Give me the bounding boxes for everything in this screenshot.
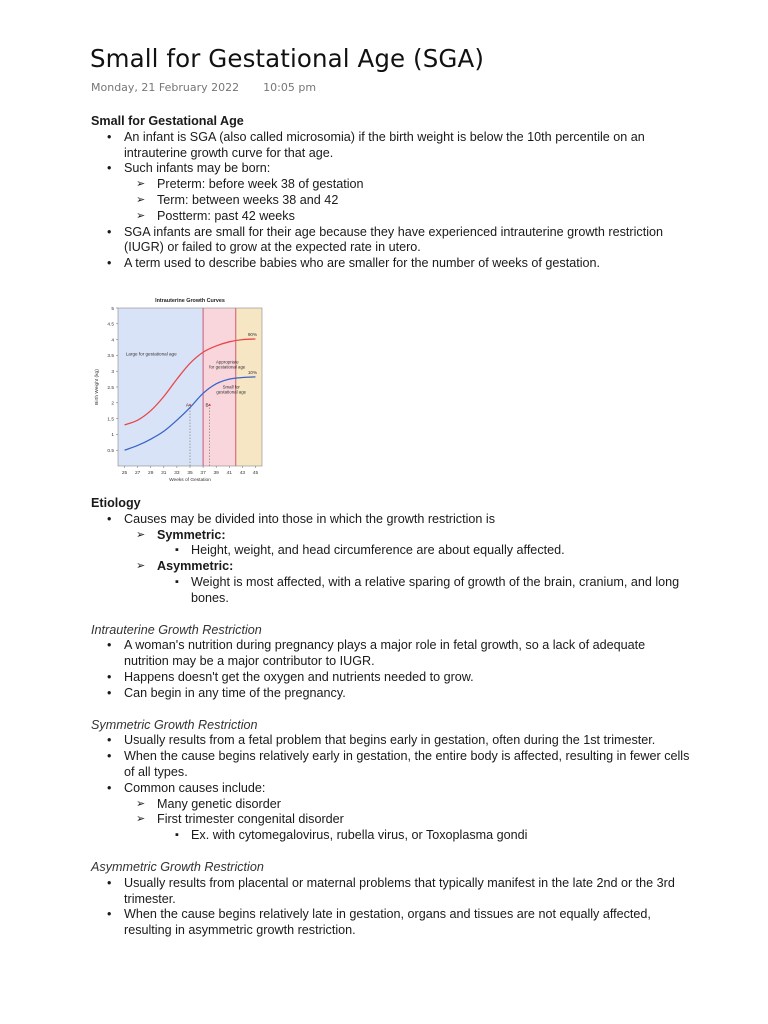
- x-tick-label: 27: [134, 470, 141, 476]
- birth-timing-list: [124, 177, 691, 224]
- list-item: ➢ Term: between weeks 38 and 42: [124, 193, 691, 209]
- x-axis-label: Weeks of Gestation: [169, 477, 211, 483]
- x-tick-label: 43: [239, 470, 246, 476]
- sga-heading: Small for Gestational Age: [91, 114, 244, 128]
- y-tick-label: 1: [111, 433, 114, 439]
- marker-a-label: A: [185, 402, 189, 408]
- symmetric-heading: Symmetric Growth Restriction: [91, 717, 258, 732]
- list-item: • Happens doesn't get the oxygen and nutrients needed to grow.: [91, 670, 691, 686]
- y-tick-label: 4.5: [107, 322, 114, 328]
- list-item: [91, 512, 691, 607]
- list-item: • Usually results from placental or maternal problems that typically manifest in the late 2nd or the 3rd trimester.: [91, 876, 691, 908]
- list-item: • When the cause begins relatively early in gestation, the entire body is affected, resulting in fewer cells of all types.: [91, 749, 691, 781]
- x-tick-label: 31: [161, 470, 167, 476]
- list-item: • SGA infants are small for their age because they have experienced intrauterine growth restriction (IUGR) or failed to grow at the expected rate in utero.: [91, 225, 691, 257]
- list-item: • An infant is SGA (also called microsomia) if the birth weight is below the 10th percentile on an intrauterine growth curve for that age.: [91, 130, 691, 162]
- asymmetric-details: [157, 575, 691, 607]
- symmetric-label: Symmetric:: [157, 527, 226, 542]
- iugr-heading: Intrauterine Growth Restriction: [91, 622, 262, 637]
- x-tick-label: 25: [121, 470, 128, 476]
- asymmetric-label: Asymmetric:: [157, 559, 234, 574]
- annotation-large-for-gestational-age: Large for gestational age: [125, 351, 177, 357]
- congenital-examples: [157, 828, 691, 844]
- y-tick-label: 0.5: [107, 448, 114, 454]
- x-tick-label: 39: [213, 470, 219, 476]
- page-title: Small for Gestational Age (SGA): [90, 44, 484, 73]
- x-tick-label: 45: [252, 470, 259, 476]
- etiology-types-list: [124, 528, 691, 607]
- note-timestamp: [91, 81, 316, 94]
- symmetric-list: [91, 733, 691, 844]
- list-item: [124, 812, 691, 844]
- x-tick-label: 33: [174, 470, 180, 476]
- marker-b-label: B: [205, 402, 209, 408]
- list-item: ▪ Weight is most affected, with a relative sparing of growth of the brain, cranium, and long bones.: [157, 575, 691, 607]
- list-item: [91, 161, 691, 224]
- list-item: • Can begin in any time of the pregnancy.: [91, 686, 691, 702]
- list-item: • Usually results from a fetal problem that begins early in gestation, often during the 1st trimester.: [91, 733, 691, 749]
- list-item: ➢ Postterm: past 42 weeks: [124, 209, 691, 225]
- chart-region: [118, 308, 203, 466]
- growth-curve-chart: [90, 294, 264, 484]
- y-tick-label: 2: [111, 401, 114, 407]
- list-item: • When the cause begins relatively late in gestation, organs and tissues are not equally affected, resulting in asymmetric growth restriction.: [91, 907, 691, 939]
- list-item: [124, 559, 691, 606]
- asymmetric-list: [91, 876, 691, 939]
- list-item: [91, 781, 691, 844]
- y-axis-label: Birth Weight (kg): [95, 369, 100, 405]
- y-tick-label: 2.5: [107, 385, 114, 391]
- list-item: ▪ Ex. with cytomegalovirus, rubella virus, or Toxoplasma gondi: [157, 828, 691, 844]
- symmetric-details: [157, 543, 691, 559]
- series-label: 90%: [247, 331, 258, 337]
- note-date: Monday, 21 February 2022: [91, 81, 240, 94]
- y-tick-label: 5: [111, 306, 114, 312]
- list-item-text: Causes may be divided into those in which the growth restriction is: [124, 511, 495, 526]
- note-body: [91, 114, 691, 939]
- x-tick-label: 35: [187, 470, 193, 476]
- list-item: • A woman's nutrition during pregnancy plays a major role in fetal growth, so a lack of adequate nutrition may be a major contributor to IUGR.: [91, 638, 691, 670]
- list-item-text: Such infants may be born:: [124, 161, 271, 176]
- etiology-list: [91, 512, 691, 607]
- list-item: [124, 528, 691, 560]
- list-item: ▪ Height, weight, and head circumference are about equally affected.: [157, 543, 691, 559]
- list-item: ➢ Many genetic disorder: [124, 797, 691, 813]
- list-item-text: First trimester congenital disorder: [157, 812, 344, 827]
- x-tick-label: 37: [200, 470, 206, 476]
- list-item-text: Common causes include:: [124, 780, 266, 795]
- x-tick-label: 41: [226, 470, 232, 476]
- list-item: • A term used to describe babies who are smaller for the number of weeks of gestation.: [91, 256, 691, 272]
- chart-title: Intrauterine Growth Curves: [155, 297, 225, 304]
- y-tick-label: 3: [111, 369, 114, 375]
- x-tick-label: 29: [148, 470, 154, 476]
- growth-curve-figure: [90, 294, 264, 484]
- asymmetric-heading: Asymmetric Growth Restriction: [91, 859, 264, 874]
- causes-list: [124, 797, 691, 844]
- y-tick-label: 3.5: [107, 354, 114, 360]
- annotation-appropriate-for-gestational-age: Appropriate for gestational age: [209, 359, 246, 370]
- y-tick-label: 4: [111, 338, 114, 344]
- note-time: 10:05 pm: [263, 81, 317, 94]
- sga-list: [91, 130, 691, 272]
- list-item: ➢ Preterm: before week 38 of gestation: [124, 177, 691, 193]
- series-label: 10%: [247, 369, 258, 375]
- y-tick-label: 1.5: [107, 417, 114, 423]
- annotation-small-for-gestational-age: Small for gestational age: [216, 384, 247, 395]
- etiology-heading: Etiology: [91, 495, 141, 510]
- iugr-list: [91, 638, 691, 701]
